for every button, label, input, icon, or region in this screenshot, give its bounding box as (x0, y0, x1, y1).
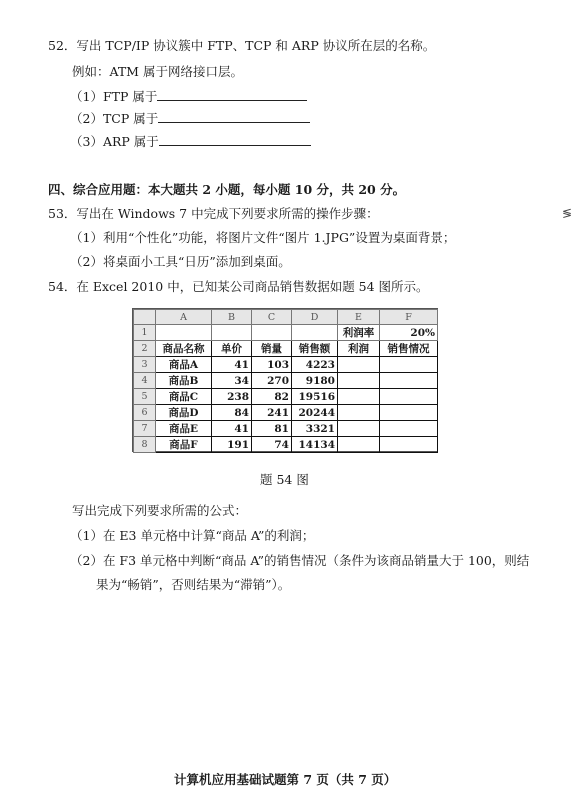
sheet-cell (338, 421, 380, 437)
sheet-cell (212, 325, 252, 341)
answer-blank-1[interactable] (157, 88, 307, 101)
q52-title: 52．写出 TCP/IP 协议簇中 FTP、TCP 和 ARP 协议所在层的名称。 (48, 38, 436, 53)
sheet-cell (252, 325, 292, 341)
row-header: 5 (134, 389, 156, 405)
col-header-c: C (252, 310, 292, 325)
sheet-cell (380, 405, 438, 421)
sheet-cell: 4223 (292, 357, 338, 373)
sheet-cell: 9180 (292, 373, 338, 389)
sheet-row (134, 405, 438, 421)
sheet-cell (292, 325, 338, 341)
sheet-cell: 238 (212, 389, 252, 405)
sheet-cell: 41 (212, 421, 252, 437)
margin-mark: ≶ (562, 206, 572, 220)
sheet-cell: 利润率 (338, 325, 380, 341)
sheet-cell: 20% (380, 325, 438, 341)
sheet-cell: 241 (252, 405, 292, 421)
spreadsheet-table (133, 309, 438, 453)
sheet-row (134, 373, 438, 389)
q54-title: 54．在 Excel 2010 中，已知某公司商品销售数据如题 54 图所示。 (48, 279, 429, 294)
row-header: 8 (134, 437, 156, 453)
corner-cell (134, 310, 156, 325)
sheet-cell (338, 357, 380, 373)
sheet-cell: 19516 (292, 389, 338, 405)
sheet-cell: 销售额 (292, 341, 338, 357)
sheet-cell (338, 389, 380, 405)
col-header-f: F (380, 310, 438, 325)
answer-blank-3[interactable] (159, 133, 311, 146)
q53-item-2: （2）将桌面小工具“日历”添加到桌面。 (70, 254, 291, 269)
row-header: 1 (134, 325, 156, 341)
sheet-cell: 利润 (338, 341, 380, 357)
sheet-row (134, 341, 438, 357)
q52-item-2-label: （2）TCP 属于 (70, 111, 159, 126)
sheet-cell: 81 (252, 421, 292, 437)
sheet-cell: 商品F (156, 437, 212, 453)
col-header-e: E (338, 310, 380, 325)
row-header: 7 (134, 421, 156, 437)
row-header: 4 (134, 373, 156, 389)
sheet-row (134, 389, 438, 405)
sheet-cell: 191 (212, 437, 252, 453)
row-header: 3 (134, 357, 156, 373)
column-header-row (134, 310, 438, 325)
sheet-cell: 商品名称 (156, 341, 212, 357)
sheet-cell: 3321 (292, 421, 338, 437)
sheet-row (134, 357, 438, 373)
sheet-cell: 41 (212, 357, 252, 373)
sheet-cell (338, 437, 380, 453)
q52-item-3-label: （3）ARP 属于 (70, 134, 159, 149)
sheet-cell: 商品D (156, 405, 212, 421)
spreadsheet-figure (132, 308, 438, 452)
q53-item-1: （1）利用“个性化”功能，将图片文件“图片 1.JPG”设置为桌面背景； (70, 230, 456, 245)
sheet-cell: 14134 (292, 437, 338, 453)
sheet-cell: 20244 (292, 405, 338, 421)
sheet-cell: 84 (212, 405, 252, 421)
col-header-b: B (212, 310, 252, 325)
sheet-row (134, 325, 438, 341)
sheet-cell (380, 437, 438, 453)
section4-title: 四、综合应用题：本大题共 2 小题，每小题 10 分，共 20 分。 (48, 182, 406, 197)
q54-item-2: （2）在 F3 单元格中判断“商品 A”的销售情况（条件为该商品销量大于 100，则结 (70, 553, 530, 568)
sheet-cell: 82 (252, 389, 292, 405)
col-header-a: A (156, 310, 212, 325)
q52-item-3 (70, 133, 311, 150)
sheet-cell: 销售情况 (380, 341, 438, 357)
sheet-cell (338, 405, 380, 421)
q53-title: 53．写出在 Windows 7 中完成下列要求所需的操作步骤： (48, 206, 379, 221)
col-header-d: D (292, 310, 338, 325)
q52-item-1 (70, 88, 307, 105)
sheet-cell: 商品C (156, 389, 212, 405)
sheet-cell (380, 357, 438, 373)
sheet-cell: 单价 (212, 341, 252, 357)
sheet-cell: 74 (252, 437, 292, 453)
sheet-cell: 销量 (252, 341, 292, 357)
sheet-cell: 103 (252, 357, 292, 373)
sheet-cell: 商品B (156, 373, 212, 389)
row-header: 2 (134, 341, 156, 357)
sheet-cell (338, 373, 380, 389)
q54-item-1: （1）在 E3 单元格中计算“商品 A”的利润； (70, 528, 315, 543)
sheet-row (134, 437, 438, 453)
q52-item-2 (70, 110, 310, 127)
sheet-cell: 34 (212, 373, 252, 389)
q52-item-1-label: （1）FTP 属于 (70, 89, 158, 104)
sheet-cell (156, 325, 212, 341)
figure-caption: 题 54 图 (260, 472, 309, 487)
answer-blank-2[interactable] (158, 110, 310, 123)
sheet-row (134, 421, 438, 437)
row-header: 6 (134, 405, 156, 421)
sheet-cell: 商品A (156, 357, 212, 373)
sheet-cell: 商品E (156, 421, 212, 437)
q54-instruction: 写出完成下列要求所需的公式： (72, 503, 248, 518)
sheet-cell: 270 (252, 373, 292, 389)
q54-item-2-cont: 果为“畅销”，否则结果为“滞销”）。 (96, 577, 291, 592)
page-footer: 计算机应用基础试题第 7 页（共 7 页） (174, 772, 397, 787)
sheet-cell (380, 421, 438, 437)
sheet-cell (380, 373, 438, 389)
q52-example: 例如：ATM 属于网络接口层。 (72, 64, 243, 79)
sheet-cell (380, 389, 438, 405)
